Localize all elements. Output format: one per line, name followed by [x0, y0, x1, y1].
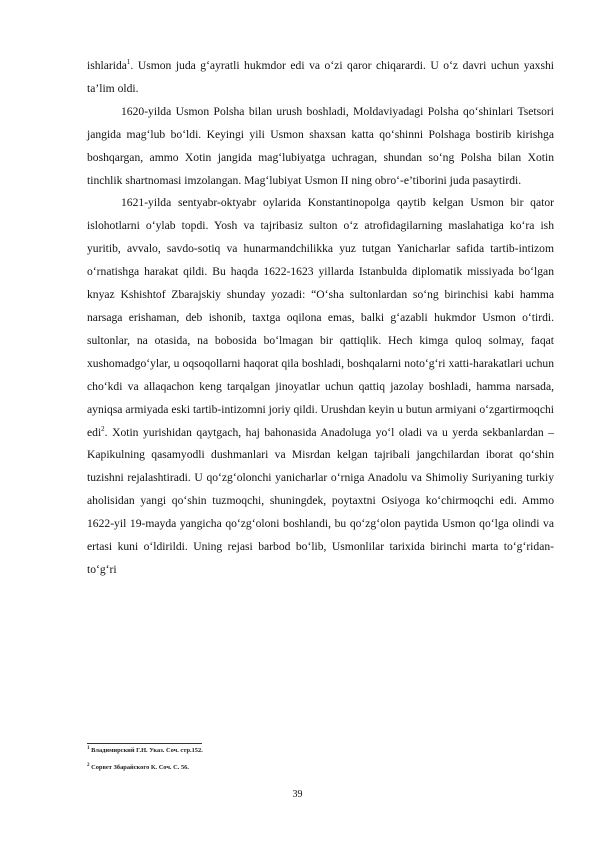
footnote-2 [87, 763, 554, 772]
footnote-number: 1 [87, 745, 90, 751]
paragraph-text: . Usmon juda g‘ayratli hukmdor edi va o‘zi qaror chiqarardi. U o‘z davri uchun yaxshi ta’lim oldi. [87, 59, 554, 95]
page-number: 39 [292, 789, 303, 800]
footnote-divider [87, 743, 202, 744]
footnote-1 [87, 746, 554, 755]
footnotes [87, 746, 554, 780]
paragraph-text: . Xotin yurishidan qaytgach, haj bahonasida Anadoluga yo‘l oladi va u yerda sekbanlardan – Kapikulning qasamyodli dushmanlari va Misrdan kelgan tajribali jangchilardan iborat qo‘shin tuzishni rejalashtiradi. U qo‘zg‘olonchi yanicharlar o‘rniga Anadolu va Shimoliy Suriyaning turkiy aholisidan yangi qo‘shin tuzmoqchi, shuningdek, poytaxtni Osiyoga ko‘chirmoqchi edi. Ammo 1622-yil 19-mayda yangicha qo‘zg‘oloni boshlandi, bu qo‘zg‘olon paytida Usmon qo‘lga olindi va ertasi kuni o‘ldirildi. Uning rejasi barbod bo‘lib, Usmonlilar tarixida birinchi marta to‘g‘ridan-to‘g‘ri [87, 425, 554, 576]
footnote-number: 2 [87, 762, 90, 768]
paragraph-text: ishlarida [87, 59, 127, 72]
paragraph-3 [87, 192, 554, 581]
footnote-text: Владимирский Г.Н. Указ. Соч. стр.152. [91, 747, 203, 754]
paragraph-2: 1620-yilda Usmon Polsha bilan urush boshladi, Moldaviyadagi Polsha qo‘shinlari Tsetsori jangida mag‘lub bo‘ldi. Keyingi yili Usmon shaxsan katta qo‘shinni Polshaga bostirib kirishga boshqargan, ammo Xotin jangida mag‘lubiyatga uchragan, shundan so‘ng Polsha bilan Xotin tinchlik shartnomasi imzolangan. Mag‘lubiyat Usmon II ning obro‘-e’tiborini juda pasaytirdi. [87, 104, 554, 187]
paragraph-1 [87, 55, 554, 101]
footnote-ref-2[interactable]: 2 [101, 424, 105, 433]
footnote-text: Сорвет Збарайского К. Соч. С. 56. [91, 764, 189, 771]
body-text [87, 55, 554, 582]
paragraph-text: 1621-yilda sentyabr-oktyabr oylarida Konstantinopolga qaytib kelgan Usmon bir qator islohotlarni o‘ylab topdi. Yosh va tajribasiz sulton o‘z atrofidagilarning maslahatiga ko‘ra ish yuritib, avvalo, savdo-sotiq va hunarmandchilikka yuz tutgan Yanicharlar safida tartib-intizom o‘rnatishga harakat qildi. Bu haqda 1622-1623 yillarda Istanbulda diplomatik missiyada bo‘lgan knyaz Kshishtof Zbarajskiy shunday yozadi: “O‘sha sultonlardan so‘ng birinchisi kabi hamma narsaga erishaman, deb ishonib, taxtga oqilona emas, balki g‘azabli hukmdor Usmon o‘tirdi. sultonlar, na otasida, na bobosida bo‘lmagan bir qattiqlik. Hech kimga quloq solmay, faqat xushomadgo‘ylar, u oqsoqollarni haqorat qila boshladi, boshqalarni noto‘g‘ri xatti-harakatlari uchun cho‘kdi va allaqachon keng tarqalgan jinoyatlar uchun qattiq jazolay boshladi, hamma narsada, ayniqsa armiyada eski tartib-intizomni joriy qildi. Urushdan keyin u butun armiyani o‘zgartirmoqchi edi [87, 196, 554, 439]
footnote-ref-1[interactable]: 1 [126, 58, 131, 67]
